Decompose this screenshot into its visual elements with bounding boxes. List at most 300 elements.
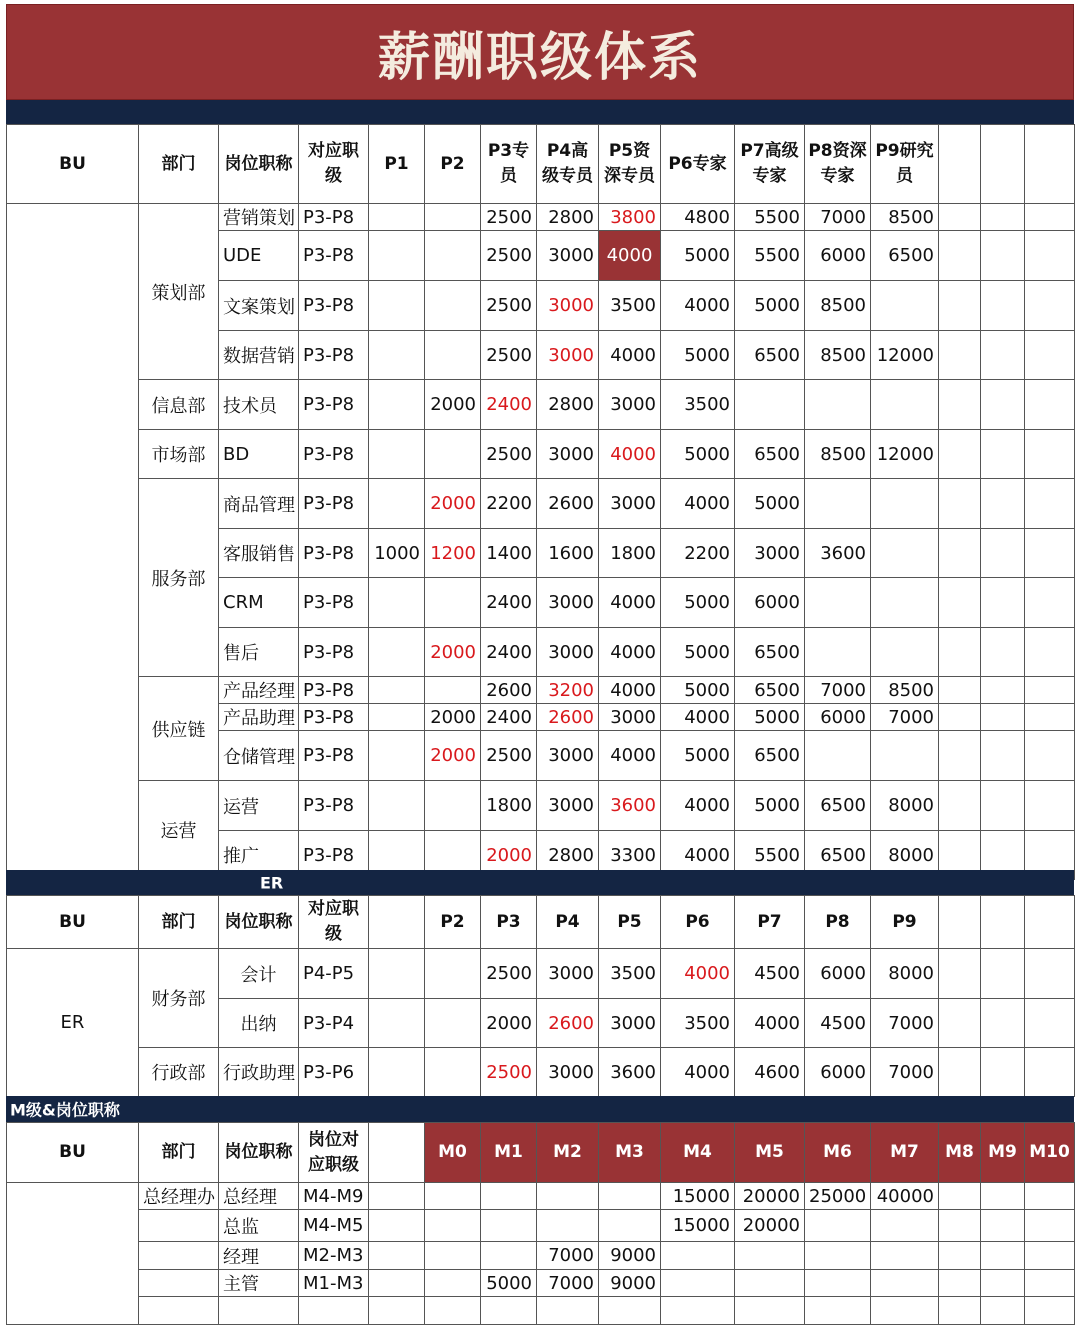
value-cell [369,781,425,831]
dept-cell: 市场部 [139,430,219,479]
header-level-6: P7高级专家 [735,125,805,204]
header-row [7,1123,1075,1183]
value-cell [981,999,1025,1048]
dept-cell: 总经理办 [139,1183,219,1210]
value-cell: 2500 [481,331,537,380]
value-cell [369,331,425,380]
header-level-9 [939,896,981,949]
value-cell: 3500 [599,949,661,999]
level-cell: P3-P8 [299,831,369,880]
value-cell [369,628,425,677]
value-cell [981,1297,1025,1325]
table-row [7,380,1075,430]
value-cell: 3500 [599,281,661,331]
value-cell: 6500 [735,731,805,781]
value-cell [939,781,981,831]
header-dept: 部门 [139,125,219,204]
page-title: 薪酬职级体系 [377,27,702,88]
header-level-6: P7 [735,896,805,949]
value-cell [871,479,939,529]
value-cell: 3000 [537,578,599,628]
position-cell: 客服销售 [219,529,299,578]
value-cell [981,529,1025,578]
value-cell: 2600 [537,999,599,1048]
value-cell: 3000 [537,430,599,479]
value-cell: 7000 [871,704,939,731]
value-cell [871,281,939,331]
value-cell [425,1210,481,1242]
header-level-10: M9 [981,1123,1025,1183]
value-cell [1025,1210,1075,1242]
value-cell: 2000 [425,479,481,529]
level-cell: P3-P8 [299,331,369,380]
value-cell [425,331,481,380]
value-cell [939,949,981,999]
value-cell: 5000 [735,281,805,331]
value-cell: 3600 [599,781,661,831]
value-cell: 3000 [599,999,661,1048]
value-cell [981,1210,1025,1242]
value-cell [939,1183,981,1210]
value-cell [939,331,981,380]
value-cell: 2400 [481,380,537,430]
table-row [7,1210,1075,1242]
dept-cell: 供应链 [139,677,219,781]
value-cell: 4000 [661,831,735,880]
value-cell: 8500 [871,677,939,704]
level-cell: P3-P8 [299,479,369,529]
dept-cell: 行政部 [139,1048,219,1097]
value-cell: 6000 [805,949,871,999]
value-cell [735,1270,805,1297]
value-cell: 1800 [481,781,537,831]
value-cell: 2000 [425,731,481,781]
position-cell: 行政助理 [219,1048,299,1097]
value-cell: 4000 [599,578,661,628]
value-cell: 12000 [871,331,939,380]
header-level-1: P2 [425,125,481,204]
header-level-2: M1 [481,1123,537,1183]
value-cell [735,1297,805,1325]
value-cell: 2500 [481,204,537,231]
section-er-divider [6,870,1074,895]
value-cell: 5500 [735,231,805,281]
value-cell [981,781,1025,831]
value-cell [425,999,481,1048]
header-level-4: P5资深专员 [599,125,661,204]
level-cell: M1-M3 [299,1270,369,1297]
position-cell: 仓储管理 [219,731,299,781]
value-cell [369,1183,425,1210]
level-cell: P3-P8 [299,380,369,430]
level-cell: M4-M5 [299,1210,369,1242]
header-level-9: M8 [939,1123,981,1183]
value-cell: 3600 [599,1048,661,1097]
value-cell: 20000 [735,1183,805,1210]
value-cell [425,204,481,231]
section-m-divider [6,1096,1074,1122]
level-cell: P3-P8 [299,529,369,578]
value-cell: 3000 [599,479,661,529]
value-cell: 2400 [481,704,537,731]
value-cell: 3800 [599,204,661,231]
value-cell [661,1270,735,1297]
value-cell [481,1297,537,1325]
value-cell [805,731,871,781]
value-cell [425,1048,481,1097]
value-cell [369,231,425,281]
table-row [7,1242,1075,1270]
level-cell: P3-P6 [299,1048,369,1097]
value-cell: 4000 [661,479,735,529]
value-cell [805,1270,871,1297]
value-cell: 5000 [661,731,735,781]
header-bu: BU [7,125,139,204]
table-row [7,781,1075,831]
value-cell: 5000 [661,231,735,281]
header-level-0 [369,896,425,949]
value-cell [1025,628,1075,677]
header-level-8: M7 [871,1123,939,1183]
value-cell: 5000 [735,781,805,831]
level-cell: P3-P8 [299,430,369,479]
value-cell [939,529,981,578]
value-cell: 7000 [805,204,871,231]
value-cell [871,628,939,677]
m-level-table [6,1122,1075,1325]
position-cell: 售后 [219,628,299,677]
value-cell [425,1183,481,1210]
header-position: 岗位职称 [219,896,299,949]
header-level-11 [1025,125,1075,204]
value-cell: 2500 [481,281,537,331]
value-cell: 3300 [599,831,661,880]
header-dept: 部门 [139,896,219,949]
value-cell [939,677,981,704]
value-cell: 2000 [425,380,481,430]
table-row [7,204,1075,231]
value-cell: 6500 [805,831,871,880]
value-cell [981,704,1025,731]
value-cell: 4000 [599,231,661,281]
position-cell: 运营 [219,781,299,831]
value-cell [1025,1297,1075,1325]
value-cell [369,704,425,731]
header-level-0 [369,1123,425,1183]
section-er-label: ER [260,873,284,892]
value-cell [425,949,481,999]
value-cell [481,1242,537,1270]
value-cell: 4000 [661,781,735,831]
value-cell: 4500 [805,999,871,1048]
value-cell [939,999,981,1048]
bu-cell: ER [7,949,139,1097]
table-row [7,677,1075,704]
value-cell [1025,704,1075,731]
value-cell: 40000 [871,1183,939,1210]
value-cell [1025,677,1075,704]
header-level-2: P3专员 [481,125,537,204]
value-cell: 2200 [481,479,537,529]
value-cell: 2000 [425,628,481,677]
value-cell [1025,1270,1075,1297]
value-cell: 2000 [481,999,537,1048]
value-cell: 2500 [481,430,537,479]
value-cell [369,999,425,1048]
value-cell [1025,281,1075,331]
value-cell: 5000 [481,1270,537,1297]
level-cell: P3-P8 [299,578,369,628]
p-level-table [6,124,1075,880]
value-cell: 6500 [871,231,939,281]
value-cell [537,1297,599,1325]
value-cell: 8500 [805,331,871,380]
value-cell: 2800 [537,204,599,231]
value-cell: 3000 [537,231,599,281]
position-cell [219,1297,299,1325]
value-cell: 6500 [735,430,805,479]
value-cell: 1800 [599,529,661,578]
value-cell: 8500 [805,430,871,479]
value-cell [981,204,1025,231]
value-cell [481,1183,537,1210]
position-cell: BD [219,430,299,479]
value-cell [939,731,981,781]
value-cell [939,1270,981,1297]
value-cell [425,430,481,479]
value-cell: 1200 [425,529,481,578]
position-cell: 经理 [219,1242,299,1270]
position-cell: 数据营销 [219,331,299,380]
value-cell: 25000 [805,1183,871,1210]
level-cell: P3-P8 [299,677,369,704]
header-level-1: M0 [425,1123,481,1183]
value-cell: 7000 [871,999,939,1048]
level-cell: P3-P8 [299,628,369,677]
value-cell: 4800 [661,204,735,231]
value-cell: 3600 [805,529,871,578]
value-cell: 5000 [661,677,735,704]
value-cell: 4000 [735,999,805,1048]
value-cell [981,281,1025,331]
value-cell: 2500 [481,231,537,281]
value-cell [1025,430,1075,479]
position-cell: 营销策划 [219,204,299,231]
value-cell [369,1210,425,1242]
header-level: 岗位对应职级 [299,1123,369,1183]
value-cell: 2600 [537,704,599,731]
header-level-5: M4 [661,1123,735,1183]
bu-cell [7,1183,139,1325]
value-cell [939,281,981,331]
section-m-label: M级&岗位职称 [10,1100,120,1120]
value-cell [939,204,981,231]
value-cell [981,1242,1025,1270]
value-cell: 2500 [481,731,537,781]
level-cell: P3-P8 [299,231,369,281]
level-cell: P3-P4 [299,999,369,1048]
value-cell [369,578,425,628]
value-cell [1025,380,1075,430]
value-cell [425,677,481,704]
value-cell [369,204,425,231]
value-cell: 3000 [537,331,599,380]
value-cell: 3000 [599,704,661,731]
header-level-5: P6 [661,896,735,949]
value-cell [981,380,1025,430]
value-cell [425,1242,481,1270]
value-cell: 1600 [537,529,599,578]
position-cell: 会计 [219,949,299,999]
header-level-7: M6 [805,1123,871,1183]
position-cell: UDE [219,231,299,281]
value-cell [599,1297,661,1325]
value-cell [981,430,1025,479]
value-cell [425,578,481,628]
value-cell [939,231,981,281]
value-cell: 7000 [871,1048,939,1097]
value-cell [1025,1048,1075,1097]
value-cell [369,677,425,704]
header-level-7: P8资深专家 [805,125,871,204]
value-cell [1025,479,1075,529]
value-cell: 2800 [537,380,599,430]
table-row [7,430,1075,479]
value-cell [805,1297,871,1325]
value-cell [369,430,425,479]
value-cell: 2600 [481,677,537,704]
value-cell [1025,731,1075,781]
position-cell: 产品经理 [219,677,299,704]
value-cell [599,1183,661,1210]
level-cell: P3-P8 [299,204,369,231]
value-cell: 5000 [735,479,805,529]
value-cell [939,479,981,529]
value-cell: 6000 [805,1048,871,1097]
value-cell [939,628,981,677]
position-cell: 产品助理 [219,704,299,731]
value-cell: 15000 [661,1183,735,1210]
value-cell: 6000 [805,704,871,731]
value-cell [425,1297,481,1325]
value-cell: 4000 [599,731,661,781]
value-cell: 2600 [537,479,599,529]
value-cell [981,479,1025,529]
table-row [7,949,1075,999]
header-level-4: P5 [599,896,661,949]
dept-cell: 信息部 [139,380,219,430]
value-cell: 3000 [537,731,599,781]
value-cell: 4000 [661,704,735,731]
header-level-11 [1025,896,1075,949]
value-cell [805,1210,871,1242]
value-cell [425,1270,481,1297]
value-cell: 2000 [425,704,481,731]
value-cell [661,1297,735,1325]
value-cell [939,1242,981,1270]
value-cell: 3000 [537,781,599,831]
value-cell [369,731,425,781]
value-cell [369,1297,425,1325]
value-cell [1025,781,1075,831]
value-cell [981,1270,1025,1297]
header-row [7,125,1075,204]
value-cell: 5000 [661,430,735,479]
value-cell: 5500 [735,204,805,231]
value-cell [369,281,425,331]
value-cell [805,628,871,677]
value-cell: 3500 [661,999,735,1048]
position-cell: CRM [219,578,299,628]
value-cell: 5000 [735,704,805,731]
header-level-8: P9 [871,896,939,949]
dept-cell [139,1242,219,1270]
value-cell [369,1242,425,1270]
value-cell: 6500 [735,628,805,677]
level-cell: P3-P8 [299,704,369,731]
value-cell [537,1183,599,1210]
position-cell: 总监 [219,1210,299,1242]
level-cell: M4-M9 [299,1183,369,1210]
table-row [7,1297,1075,1325]
value-cell [871,1270,939,1297]
value-cell: 2800 [537,831,599,880]
value-cell: 8500 [871,204,939,231]
level-cell: P3-P8 [299,781,369,831]
header-bu: BU [7,1123,139,1183]
header-level: 对应职级 [299,896,369,949]
value-cell [805,380,871,430]
value-cell: 3500 [661,380,735,430]
header-row [7,896,1075,949]
value-cell [939,578,981,628]
value-cell [871,380,939,430]
position-cell: 文案策划 [219,281,299,331]
value-cell [537,1210,599,1242]
value-cell: 5000 [661,628,735,677]
value-cell [369,1270,425,1297]
value-cell [425,231,481,281]
header-level-6: M5 [735,1123,805,1183]
value-cell: 1400 [481,529,537,578]
section-divider [6,100,1074,124]
value-cell: 6500 [735,677,805,704]
value-cell [1025,231,1075,281]
header-level-8: P9研究员 [871,125,939,204]
value-cell: 4500 [735,949,805,999]
header-bu: BU [7,896,139,949]
value-cell [871,1242,939,1270]
value-cell: 3000 [537,1048,599,1097]
value-cell [425,781,481,831]
value-cell [805,479,871,529]
value-cell: 4000 [599,331,661,380]
value-cell: 6000 [805,231,871,281]
value-cell [661,1242,735,1270]
header-level-4: M3 [599,1123,661,1183]
value-cell [871,529,939,578]
value-cell: 7000 [805,677,871,704]
value-cell [369,1048,425,1097]
value-cell [805,1242,871,1270]
value-cell [939,380,981,430]
value-cell: 12000 [871,430,939,479]
value-cell [939,1297,981,1325]
value-cell [369,949,425,999]
er-table [6,895,1075,1097]
value-cell: 5000 [661,331,735,380]
value-cell: 8000 [871,781,939,831]
